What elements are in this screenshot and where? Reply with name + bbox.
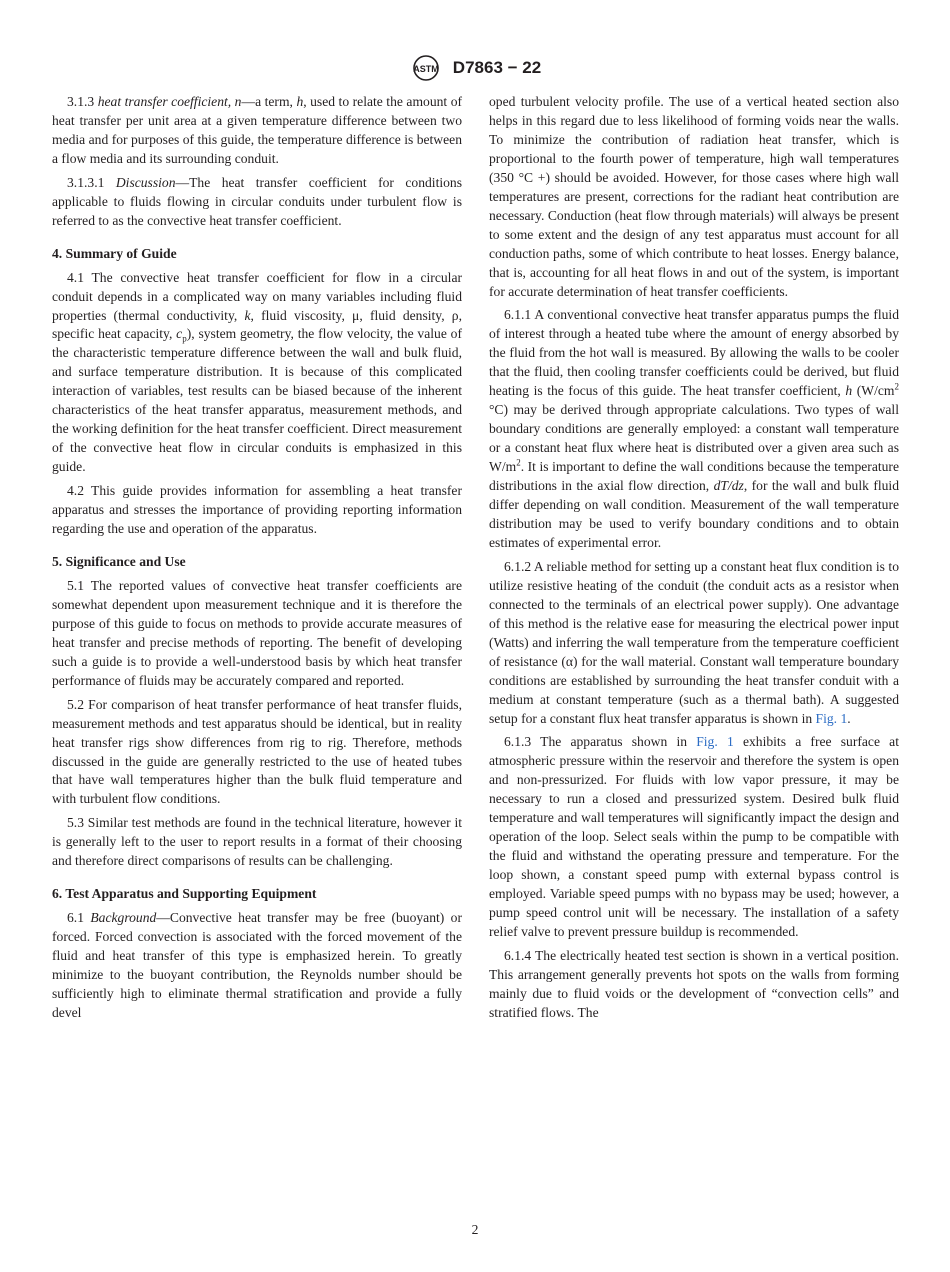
paragraph	[489, 558, 899, 729]
text: .	[847, 710, 851, 726]
text: ), system geometry, the flow velocity, the value of the characteristic temperature difference between the wall and bulk fluid, and surface temperature distribution. It is because of this complicated interaction of variables, test results can be biased because of the inherent characteristics of the heat transfer apparatus, measurement methods, and the working definition for the heat transfer coefficient. Direct measurement of the convective heat flow in circular conduits is emphasized in this guide.	[52, 326, 463, 475]
paragraph	[52, 577, 462, 691]
text: —The heat transfer coefficient for conditions applicable to fluids flowing in circular conduits under turbulent flow is referred to as the convective heat transfer coefficient.	[52, 174, 463, 228]
left-column	[52, 93, 462, 1028]
paragraph	[489, 93, 899, 301]
text: —Convective heat transfer may be free (buoyant) or forced. Forced convection is associated with the forced movement of the fluid and heat transfer of this type is emphasized herein. To greatly minimize to the buoyant contribution, the Reynolds number should be sufficiently high to eliminate thermal stratification and provide a fully devel	[52, 910, 462, 1020]
paragraph	[489, 947, 899, 1023]
text: (W/cm	[852, 383, 895, 399]
text: , used to relate the amount of heat transfer per unit area at a given temperature difference between two media and for purposes of this guide, the temperature difference is between a flow media and its surrounding conduit.	[52, 94, 463, 166]
italic-term: Discussion	[115, 174, 176, 190]
standard-designation: D7863 − 22	[452, 58, 542, 77]
paragraph	[52, 482, 462, 539]
italic-term: h	[296, 94, 304, 109]
svg-text:ASTM: ASTM	[413, 64, 439, 74]
text: 5. Significance and Use	[52, 553, 186, 569]
paragraph	[489, 306, 899, 552]
paragraph	[52, 814, 462, 871]
text: 4. Summary of Guide	[52, 245, 177, 261]
text: exhibits a free surface at atmospheric pressure within the reservoir and therefore the system is open and non-pressurized. For fluids with low vapor pressure, it may be necessary to run a closed and pressurized system. Desired bulk fluid temperature and wall temperatures will significantly impact the design and operation of the loop. Select seals within the pump to be compatible with the fluid and withstand the operating pressure and temperature. For the loop shown, a constant speed pump with external bypass control is employed. Variable speed pumps with no bypass may be used; however, a pump speed control unit will be necessary. The installation of a safety relief valve to prevent pressure buildup is recommended.	[489, 734, 899, 939]
superscript: 2	[516, 457, 521, 468]
section-heading	[52, 885, 462, 904]
section-heading	[52, 245, 462, 264]
text: 6.1.2 A reliable method for setting up a constant heat flux condition is to utilize resistive heating of the conduit (the conduit acts as a resistor when connected to the terminals of an electrical power supply). One advantage of this method is the relative ease for measuring the electrical power input (Watts) and inferring the wall temperature from the temperature coefficient of resistance (α) for the wall material. Constant wall temperature boundary conditions are established by surrounding the heat transfer conduit with a medium at constant temperature (such as a thermal bath). A suggested setup for a constant flux heat transfer apparatus is shown in	[489, 558, 899, 726]
text: °C) may be derived through appropriate calculations. Two types of wall boundary conditions are generally employed: a constant wall temperature or a constant heat flux where heat is distributed over a given area such as W/m	[489, 402, 899, 475]
text: 4.1 The convective heat transfer coefficient for flow in a circular conduit depends in a complicated way on many variables including fluid properties (thermal conductivity,	[52, 269, 462, 323]
superscript: 2	[894, 381, 899, 392]
italic-term: c	[176, 326, 183, 342]
italic-term: h	[845, 383, 853, 399]
text: 5.3 Similar test methods are found in the technical literature, however it is generally left to the user to report results in a format of their choosing and therefore direct comparisons of results can be challenging.	[52, 815, 462, 869]
italic-term: dT/dz	[713, 478, 744, 494]
italic-term: k	[244, 307, 251, 323]
text: —a term,	[241, 94, 297, 109]
text: 6.1.3 The apparatus shown in	[504, 734, 697, 750]
right-column	[489, 93, 899, 1028]
text: 4.2 This guide provides information for assembling a heat transfer apparatus and stresses the importance of providing reporting information regarding the use and operation of the apparatus.	[52, 483, 462, 537]
page-header	[0, 54, 950, 82]
text: 5.2 For comparison of heat transfer performance of heat transfer fluids, measurement methods and test apparatus should be identical, but in reality heat transfer rigs show differences from rig to rig. Therefore, methods discussed in the guide are generally restricted to the use of heated tubes that have wall temperatures higher than the bulk fluid temperature and with turbulent flow conditions.	[52, 696, 462, 807]
page-number: 2	[471, 1222, 479, 1237]
text: 5.1 The reported values of convective heat transfer coefficients are somewhat dependent upon measurement technique and it is therefore the purpose of this guide to focus on methods to provide accurate measures of heat transfer and precise methods of reporting. The benefit of developing such a guide is to provide a well-understood basis by which heat transfer performance of fluids may be accurately compared and reported.	[52, 577, 462, 688]
text: oped turbulent velocity profile. The use of a vertical heated section also helps in this regard due to less likelihood of forming voids near the walls. To minimize the contribution of radiation heat transfer, which is proportional to the fourth power of temperature, high wall temperatures (350 °C +) should be avoided. However, for those cases where high wall temperatures are present, corrections for the radiant heat contribution are necessary. Conduction (heat flow through materials) will always be present to some extent and the design of any test apparatus must account for all conduction paths, some of which contribute to heat losses. Energy balance, that is, accounting for all heat flows in and out of the system, is important for accurate determination of heat transfer coefficients.	[489, 94, 899, 299]
paragraph	[489, 733, 899, 941]
text: 3.1.3.1	[67, 174, 116, 190]
text: 6. Test Apparatus and Supporting Equipment	[52, 886, 317, 902]
astm-logo-icon	[409, 54, 443, 82]
section-heading	[52, 553, 462, 572]
text: 6.1.1 A conventional convective heat transfer apparatus pumps the fluid of interest through a heated tube where the amount of energy absorbed by the fluid from the hot wall is measured. By allowing the walls to be cooler that the fluid, then cooling transfer coefficients could be derived, but fluid heating is the focus of this guide. The heat transfer coefficient,	[489, 307, 899, 399]
subscript: p	[182, 334, 187, 345]
text: 6.1.4 The electrically heated test section is shown in a vertical position. This arrangement generally prevents hot spots on the walls from forming mainly due to fluid voids or the development of “convection cells” and stratified flows. The	[489, 947, 899, 1020]
paragraph	[52, 909, 462, 1023]
italic-term: heat transfer coefficient, n	[97, 94, 242, 109]
text: 3.1.3	[67, 94, 98, 109]
figure-link[interactable]: Fig. 1	[696, 734, 734, 750]
paragraph	[52, 174, 462, 231]
paragraph	[52, 93, 462, 169]
text: . It is important to define the wall conditions because the temperature distributions in the axial flow direction,	[489, 459, 899, 494]
italic-term: Background	[90, 910, 157, 926]
text: , for the wall and bulk fluid differ depending on wall condition. Measurement of the wall temperature distribution may be used to verify boundary conditions and to obtain estimates of experimental error.	[489, 478, 899, 550]
figure-link[interactable]: Fig. 1	[815, 710, 848, 726]
paragraph	[52, 269, 462, 477]
text: 6.1	[67, 910, 91, 926]
paragraph	[52, 696, 462, 810]
text: , fluid viscosity, μ, fluid density, ρ, specific heat capacity,	[52, 307, 462, 342]
